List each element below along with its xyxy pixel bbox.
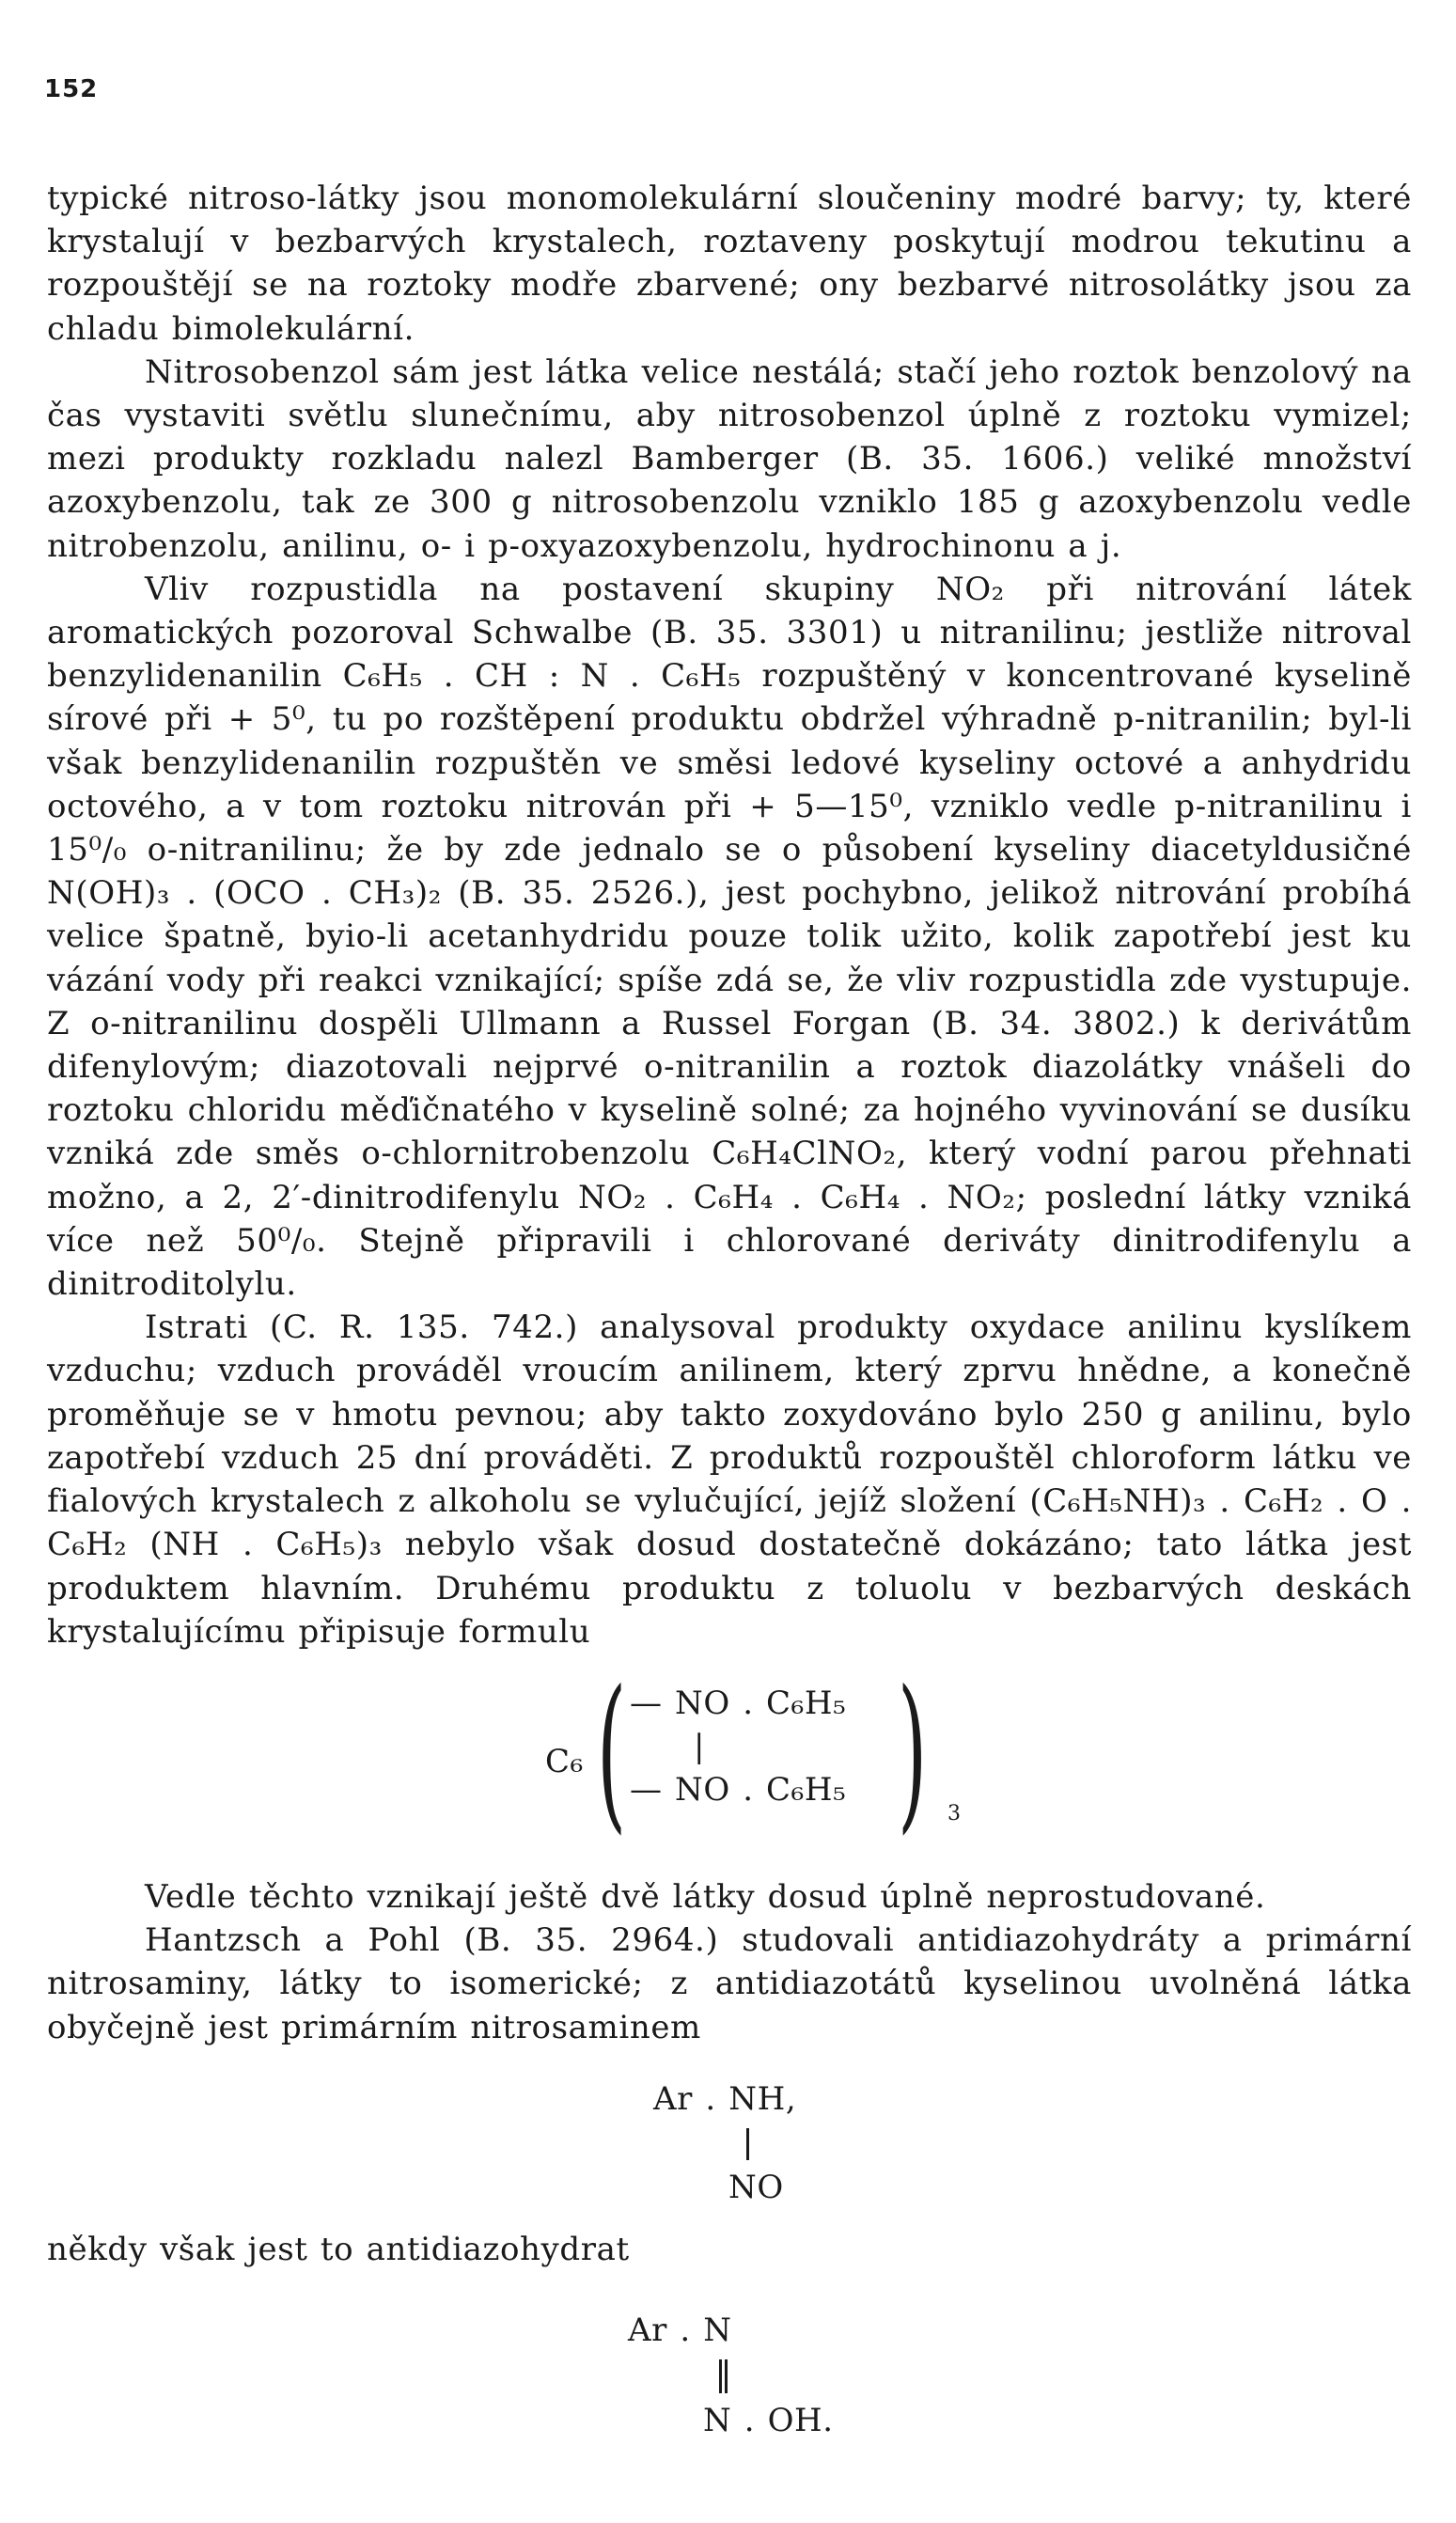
formula-arnh: Ar . NH, [653, 2079, 797, 2118]
formula-c6-nitroso [47, 1653, 1412, 1870]
formula-right-paren: ) [898, 1653, 928, 1849]
formula-arn: Ar . N [628, 2311, 732, 2349]
formula-noh: N . OH. [703, 2401, 834, 2439]
formula-nitrosamine [47, 2049, 1412, 2228]
formula-antidiazohydrat [47, 2271, 1412, 2445]
body-text [47, 177, 1412, 2445]
paragraph-antidiazohydrat: někdy však jest to antidiazohydrat [47, 2230, 630, 2268]
formula-double-bond [719, 2359, 728, 2393]
paragraph-two-substances: Vedle těchto vznikají ještě dvě látky dosud úplně neprostudované. [145, 1877, 1266, 1916]
page-number: 152 [44, 75, 99, 103]
formula-single-bond [746, 2128, 749, 2160]
formula-subscript: 3 [947, 1801, 962, 1826]
formula-top-group: — NO . C₆H₅ [630, 1684, 847, 1722]
paragraph-istrati: Istrati (C. R. 135. 742.) analysoval produkty oxydace anilinu kyslíkem vzduchu; vzduch prováděl vroucím anilinem, který zprvu hnědne, a konečně proměňuje se v hmotu pevnou; aby takto zoxydováno bylo 250 g anilinu, bylo zapotřebí vzduch 25 dní prováděti. Z produktů rozpouštěl chloroform látku ve fialových krystalech z alkoholu se vylučující, jejíž složení (C₆H₅NH)₃ . C₆H₂ . O . C₆H₂ (NH . C₆H₅)₃ nebylo však dosud dostatečně dokázáno; tato látka jest produktem hlavním. Druhému produktu z toluolu v bezbarvých deskách krystalujícímu připisuje formulu [47, 1309, 1412, 1651]
formula-bond: | [694, 1727, 706, 1765]
paragraph-nitroso-intro: typické nitroso-látky jsou monomolekulární sloučeniny modré barvy; ty, které krystalují v bezbarvých krystalech, roztaveny poskytují modrou tekutinu a rozpouštějí se na roztoky modře zbarvené; ony bezbarvé nitrosolátky jsou za chladu bimolekulární. [47, 180, 1412, 348]
paragraph-solvent-influence: Vliv rozpustidla na postavení skupiny NO₂ při nitrování látek aromatických pozoroval Schwalbe (B. 35. 3301) u nitranilinu; jestliže nitroval benzylidenanilin C₆H₅ . CH : N . C₆H₅ rozpuštěný v koncentrované kyselině sírové při + 5⁰, tu po rozštěpení produktu obdržel výhradně p-nitranilin; byl-li však benzylidenanilin rozpuštěn ve směsi ledové kyseliny octové a anhydridu octového, a v tom roztoku nitrován při + 5—15⁰, vzniklo vedle p-nitranilinu i 15⁰/₀ o-nitranilinu; že by zde jednalo se o působení kyseliny diacetyldusičné N(OH)₃ . (OCO . CH₃)₂ (B. 35. 2526.), jest pochybno, jelikož nitrování probíhá velice špatně, byio-li acetanhydridu pouze tolik užito, kolik zapotřebí jest ku vázání vody při reakci vznikající; spíše zdá se, že vliv rozpustidla zde vystupuje. Z o-nitranilinu dospěli Ullmann a Russel Forgan (B. 34. 3802.) k derivátům difenylovým; diazotovali nejprvé o-nitranilin a roztok diazolátky vnášeli do roztoku chloridu měďičnatého v kyselině solné; za hojného vyvinování se dusíku vzniká zde směs o-chlornitrobenzolu C₆H₄ClNO₂, který vodní parou přehnati možno, a 2, 2′-dinitrodifenylu NO₂ . C₆H₄ . C₆H₄ . NO₂; poslední látky vzniká více než 50⁰/₀. Stejně připravili i chlorované deriváty dinitrodifenylu a dinitroditolylu. [47, 570, 1412, 1304]
formula-left-paren: ( [597, 1653, 627, 1849]
formula-no: NO [728, 2168, 784, 2206]
paragraph-hantzsch: Hantzsch a Pohl (B. 35. 2964.) studovali antidiazohydráty a primární nitrosaminy, látky to isomerické; z antidiazotátů kyselinou uvolněná látka obyčejně jest primárním nitrosaminem [47, 1921, 1412, 2046]
paragraph-nitrosobenzol: Nitrosobenzol sám jest látka velice nestálá; stačí jeho roztok benzolový na čas vystaviti světlu slunečnímu, aby nitrosobenzol úplně z roztoku vymizel; mezi produkty rozkladu nalezl Bamberger (B. 35. 1606.) veliké množství azoxybenzolu, tak ze 300 g nitrosobenzolu vzniklo 185 g azoxybenzolu vedle nitrobenzolu, anilinu, o- i p-oxyazoxybenzolu, hydrochinonu a j. [47, 353, 1412, 565]
formula-bottom-group: — NO . C₆H₅ [630, 1770, 847, 1809]
formula-c6-label: C₆ [545, 1742, 584, 1780]
